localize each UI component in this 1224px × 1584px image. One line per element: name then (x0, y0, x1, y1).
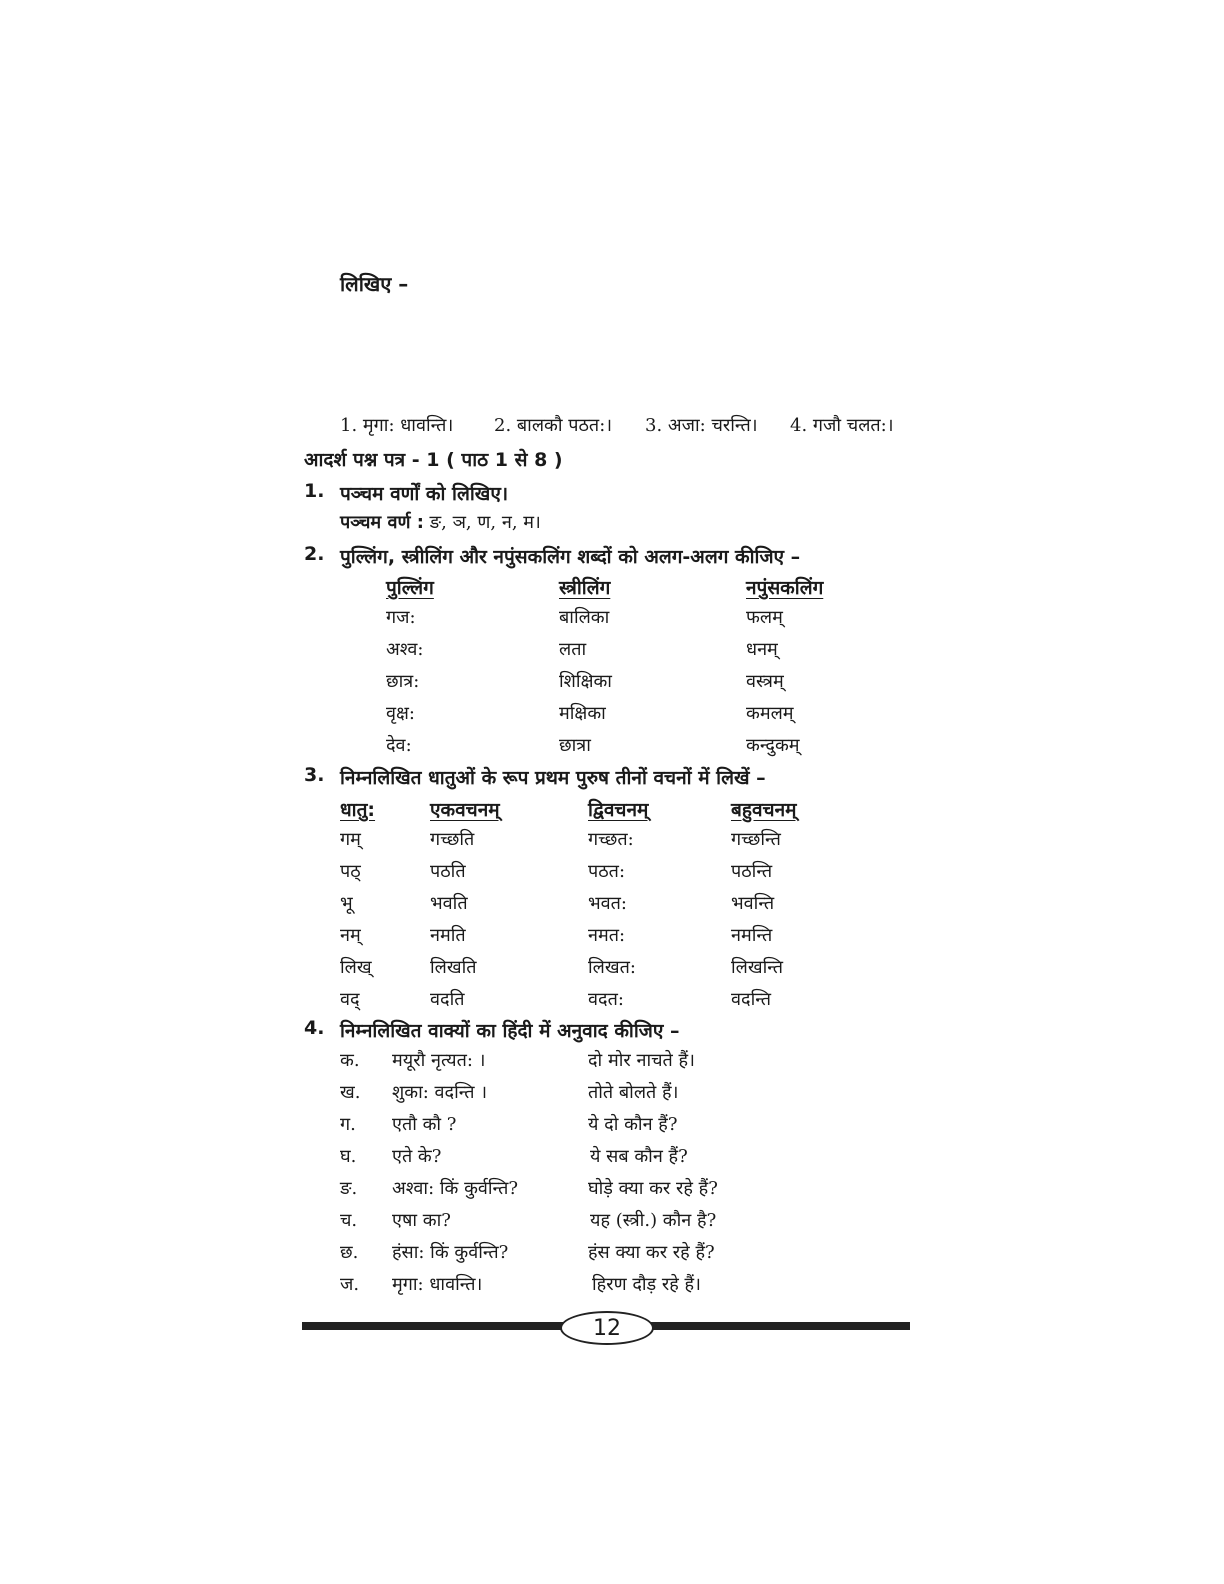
table-cell: कमलम् (746, 703, 794, 724)
question-number: 3. (304, 764, 325, 786)
table-cell: पठति (430, 861, 466, 882)
table-cell: गच्छत: (588, 829, 634, 850)
table-cell: गज: (386, 607, 416, 628)
page-number: 12 (560, 1311, 654, 1345)
sanskrit-sentence: शुका: वदन्ति । (392, 1082, 488, 1103)
item-marker: ख. (340, 1082, 361, 1103)
sentence-item: 3. अजा: चरन्ति। (645, 415, 758, 436)
answer-line (340, 510, 541, 534)
footer-rule-right (646, 1322, 910, 1330)
question-text: पुल्लिंग, स्त्रीलिंग और नपुंसकलिंग शब्दों को अलग-अलग कीजिए – (340, 546, 801, 568)
question-text: पञ्चम वर्णों को लिखिए। (340, 483, 509, 505)
table-header: द्विवचनम् (588, 799, 649, 821)
table-cell: वस्त्रम् (746, 671, 784, 692)
item-marker: छ. (340, 1242, 359, 1263)
table-cell: वद् (340, 989, 360, 1010)
table-cell: भवति (430, 893, 468, 914)
sanskrit-sentence: एषा का? (392, 1210, 451, 1231)
table-cell: मक्षिका (559, 703, 606, 724)
table-cell: पठन्ति (731, 861, 773, 882)
question-number: 1. (304, 480, 325, 502)
table-cell: शिक्षिका (559, 671, 612, 692)
hindi-translation: ये दो कौन हैं? (588, 1114, 678, 1135)
sanskrit-sentence: हंसा: किं कुर्वन्ति? (392, 1242, 509, 1263)
sentence-item: 2. बालकौ पठत:। (494, 415, 613, 436)
item-marker: ग. (340, 1114, 356, 1135)
table-cell: गच्छन्ति (731, 829, 781, 850)
table-cell: छात्र: (386, 671, 420, 692)
hindi-translation: हिरण दौड़ रहे हैं। (592, 1274, 701, 1295)
table-cell: देव: (386, 735, 412, 756)
item-marker: क. (340, 1050, 360, 1071)
hindi-translation: हंस क्या कर रहे हैं? (588, 1242, 715, 1263)
table-cell: लिखन्ति (731, 957, 784, 978)
item-marker: घ. (340, 1146, 357, 1167)
footer-rule-left (302, 1322, 564, 1330)
table-cell: नम् (340, 925, 361, 946)
answer-text: ङ, ञ, ण, न, म। (429, 512, 541, 533)
table-cell: भवन्ति (731, 893, 775, 914)
table-cell: पठत: (588, 861, 626, 882)
table-header: धातु: (340, 799, 376, 821)
question-number: 2. (304, 543, 325, 565)
item-marker: च. (340, 1210, 358, 1231)
hindi-translation: यह (स्त्री.) कौन है? (590, 1210, 717, 1231)
table-header: नपुंसकलिंग (746, 577, 824, 599)
table-cell: धनम् (746, 639, 778, 660)
table-header: स्त्रीलिंग (559, 577, 611, 599)
table-cell: गच्छति (430, 829, 475, 850)
table-cell: छात्रा (559, 735, 591, 756)
question-number: 4. (304, 1017, 325, 1039)
sanskrit-sentence: एतौ कौ ? (392, 1114, 457, 1135)
table-cell: वृक्ष: (386, 703, 415, 724)
hindi-translation: दो मोर नाचते हैं। (588, 1050, 695, 1071)
table-cell: लिखति (430, 957, 477, 978)
paper-title: आदर्श पश्न पत्र - 1 ( पाठ 1 से 8 ) (304, 449, 563, 471)
answer-label: पञ्चम वर्ण : (340, 512, 424, 533)
sanskrit-sentence: मृगा: धावन्ति। (392, 1274, 483, 1295)
sanskrit-sentence: अश्वा: किं कुर्वन्ति? (392, 1178, 519, 1199)
table-header: पुल्लिंग (386, 577, 434, 599)
item-marker: ज. (340, 1274, 360, 1295)
table-header: एकवचनम् (430, 799, 500, 821)
table-cell: नमत: (588, 925, 626, 946)
table-cell: वदति (430, 989, 465, 1010)
table-cell: लता (559, 639, 587, 660)
sanskrit-sentence: एते के? (392, 1146, 442, 1167)
table-cell: वदत: (588, 989, 624, 1010)
table-cell: वदन्ति (731, 989, 772, 1010)
question-text: निम्नलिखित धातुओं के रूप प्रथम पुरुष तीनों वचनों में लिखें – (340, 767, 766, 789)
question-text: निम्नलिखित वाक्यों का हिंदी में अनुवाद कीजिए – (340, 1020, 680, 1042)
item-marker: ङ. (340, 1178, 358, 1199)
table-cell: नमति (430, 925, 466, 946)
table-cell: कन्दुकम् (746, 735, 800, 756)
hindi-translation: घोड़े क्या कर रहे हैं? (588, 1178, 718, 1199)
table-cell: नमन्ति (731, 925, 773, 946)
sentence-item: 1. मृगा: धावन्ति। (340, 415, 454, 436)
table-cell: बालिका (559, 607, 610, 628)
table-cell: अश्व: (386, 639, 424, 660)
table-cell: भू (340, 893, 353, 914)
table-cell: लिख् (340, 957, 372, 978)
section-heading: लिखिए – (340, 272, 409, 296)
sanskrit-sentence: मयूरौ नृत्यत: । (392, 1050, 486, 1071)
table-cell: भवत: (588, 893, 627, 914)
table-cell: फलम् (746, 607, 783, 628)
table-cell: पठ् (340, 861, 361, 882)
hindi-translation: ये सब कौन हैं? (590, 1146, 688, 1167)
table-header: बहुवचनम् (731, 799, 797, 821)
table-cell: गम् (340, 829, 361, 850)
hindi-translation: तोते बोलते हैं। (588, 1082, 679, 1103)
table-cell: लिखत: (588, 957, 636, 978)
sentence-item: 4. गजौ चलत:। (790, 415, 894, 436)
